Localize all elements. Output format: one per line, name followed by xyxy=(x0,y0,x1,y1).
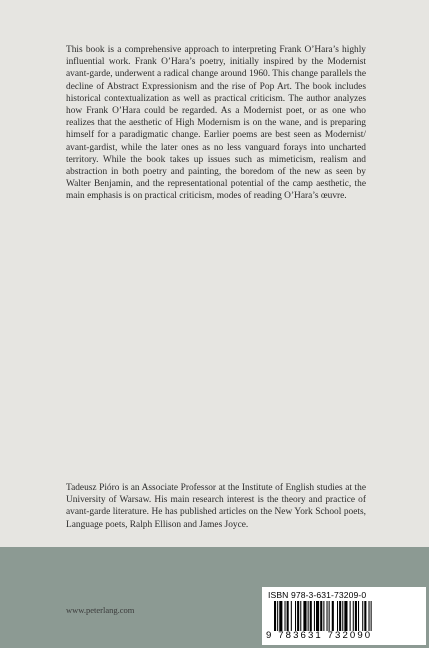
barcode-bar xyxy=(285,601,286,631)
barcode-bar xyxy=(274,601,276,631)
barcode-bar xyxy=(369,601,370,631)
barcode-bar xyxy=(327,601,328,631)
book-description: This book is a comprehensive approach to interpreting Frank O’Hara’s highly influential work. Frank O’Hara’s poetry, initially inspired by the Modernist avant-garde, underwent a radical change around 1960. This change parallels the decline of Abstract Expressionism and the rise of Pop Art. The book includes historical contextualization as well as practical criticism. The author analyzes how Frank O’Hara could be regarded. As a Modernist poet, or as one who realizes that the aesthetic of High Modernism is on the wane, and is preparing himself for a paradigmatic change. Earlier poems are best seen as Modernist/ avant-gardist, while the later ones as no less vanguard forays into uncharted territory. While the book takes up issues such as mimeticism, realism and abstraction in both poetry and painting, the boredom of the new as seen by Walter Benjamin, and the representational potential of the camp aesthetic, the main emphasis is on practical criticism, modes of reading O’Hara’s œuvre. xyxy=(66,45,366,202)
barcode-panel xyxy=(262,587,426,645)
barcode-bar xyxy=(342,601,343,631)
isbn-label: ISBN 978-3-631-73209-0 xyxy=(268,590,367,600)
barcode-bar xyxy=(310,601,312,631)
barcode-bar xyxy=(279,601,282,631)
barcode-digits: 9 783631 732090 xyxy=(266,630,373,641)
barcode-bar xyxy=(355,601,357,631)
barcode-bar xyxy=(295,601,296,631)
author-bio: Tadeusz Pióro is an Associate Professor at the Institute of English studies at the University of Warsaw. His main research interest is the theory and practice of avant-garde literature. He has published articles on the New York School poets, Language poets, Ralph Ellison and James Joyce. xyxy=(66,483,366,530)
barcode-bar xyxy=(300,601,301,631)
barcode-bar xyxy=(297,601,299,631)
barcode-bar xyxy=(308,601,309,631)
barcode-bar xyxy=(339,601,341,631)
barcode-bar xyxy=(316,601,319,631)
barcode-bar xyxy=(291,601,292,631)
barcode-bar xyxy=(303,601,306,631)
barcode-bar xyxy=(364,601,366,631)
barcode-bar xyxy=(287,601,289,631)
publisher-url[interactable]: www.peterlang.com xyxy=(66,605,135,615)
barcode-bar xyxy=(320,601,322,631)
barcode-bar xyxy=(371,601,372,631)
barcode-bar xyxy=(353,601,354,631)
barcode-bar xyxy=(332,601,334,631)
barcode-bar xyxy=(329,601,330,631)
barcode-bar xyxy=(277,601,278,631)
barcode xyxy=(274,601,420,631)
barcode-bar xyxy=(344,601,347,631)
barcode-bar xyxy=(350,601,351,631)
barcode-bar xyxy=(337,601,338,631)
barcode-bar xyxy=(358,601,359,631)
barcode-bar xyxy=(362,601,363,631)
footer-band xyxy=(0,547,429,648)
barcode-bar xyxy=(323,601,324,631)
barcode-bars-icon xyxy=(274,601,420,631)
barcode-bar xyxy=(314,601,315,631)
